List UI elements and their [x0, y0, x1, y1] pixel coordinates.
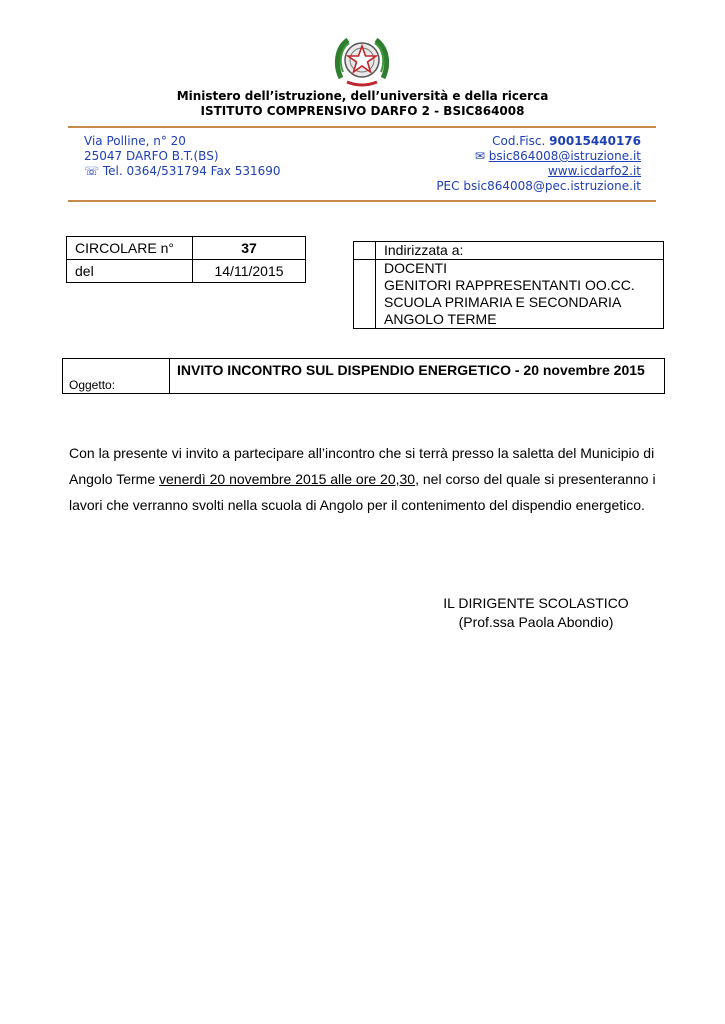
phone-icon: ☏: [84, 164, 100, 178]
circolare-table: [66, 236, 306, 283]
subject-label: Oggetto:: [69, 378, 116, 392]
date-label: del: [67, 260, 193, 283]
phone-line: [84, 164, 281, 179]
email-icon: ✉: [474, 149, 485, 163]
circolare-date: 14/11/2015: [193, 260, 306, 283]
website-link[interactable]: www.icdarfo2.it: [547, 164, 641, 178]
institute-name: ISTITUTO COMPRENSIVO DARFO 2 - BSIC864008: [200, 104, 525, 118]
recipient-item: SCUOLA PRIMARIA E SECONDARIA: [384, 294, 622, 310]
header-top-rule: [68, 126, 656, 128]
codfisc-line: [436, 134, 641, 149]
recipient-item: ANGOLO TERME: [384, 311, 497, 327]
signature-name: (Prof.ssa Paola Abondio): [458, 614, 614, 630]
subject-box: [62, 358, 665, 394]
ministry-name: Ministero dell’istruzione, dell’università e della ricerca: [176, 89, 549, 103]
event-date-time: venerdì 20 novembre 2015 alle ore 20,30: [159, 471, 416, 487]
email-line: [436, 149, 641, 164]
pec-line: PEC bsic864008@pec.istruzione.it: [436, 179, 641, 193]
email-link[interactable]: bsic864008@istruzione.it: [488, 149, 641, 163]
signature-title: IL DIRIGENTE SCOLASTICO: [443, 595, 629, 611]
recipient-item: DOCENTI: [384, 260, 447, 276]
header-bottom-rule: [68, 200, 656, 202]
phone-text: Tel. 0364/531794 Fax 531690: [102, 164, 281, 178]
circolare-number: 37: [193, 237, 306, 260]
letter-body: [69, 440, 659, 518]
recipients-list: [376, 260, 663, 328]
address-line: Via Polline, n° 20: [84, 134, 186, 148]
addressed-to-box: [353, 241, 664, 329]
codfisc-value: 90015440176: [549, 134, 641, 148]
city-line: 25047 DARFO B.T.(BS): [84, 149, 219, 163]
body-text-start: Con la presente vi invito a partecipare all’incontro che si terrà presso la saletta del Municipio di Angolo Terme: [69, 445, 655, 487]
contact-left-block: [84, 134, 281, 179]
contact-right-block: [436, 134, 641, 194]
signature-block: [414, 594, 658, 632]
codfisc-label: Cod.Fisc.: [492, 134, 546, 148]
addressed-label: Indirizzata a:: [384, 242, 464, 258]
italian-republic-emblem: [333, 32, 391, 90]
subject-text: INVITO INCONTRO SUL DISPENDIO ENERGETICO - 20 novembre 2015: [177, 362, 645, 378]
recipient-item: GENITORI RAPPRESENTANTI OO.CC.: [384, 277, 635, 293]
circolare-label: CIRCOLARE n°: [67, 237, 193, 260]
body-text-end: , nel corso del quale si presenteranno i lavori che verranno svolti nella scuola di Angolo per il contenimento del dispendio energetico.: [69, 471, 656, 513]
